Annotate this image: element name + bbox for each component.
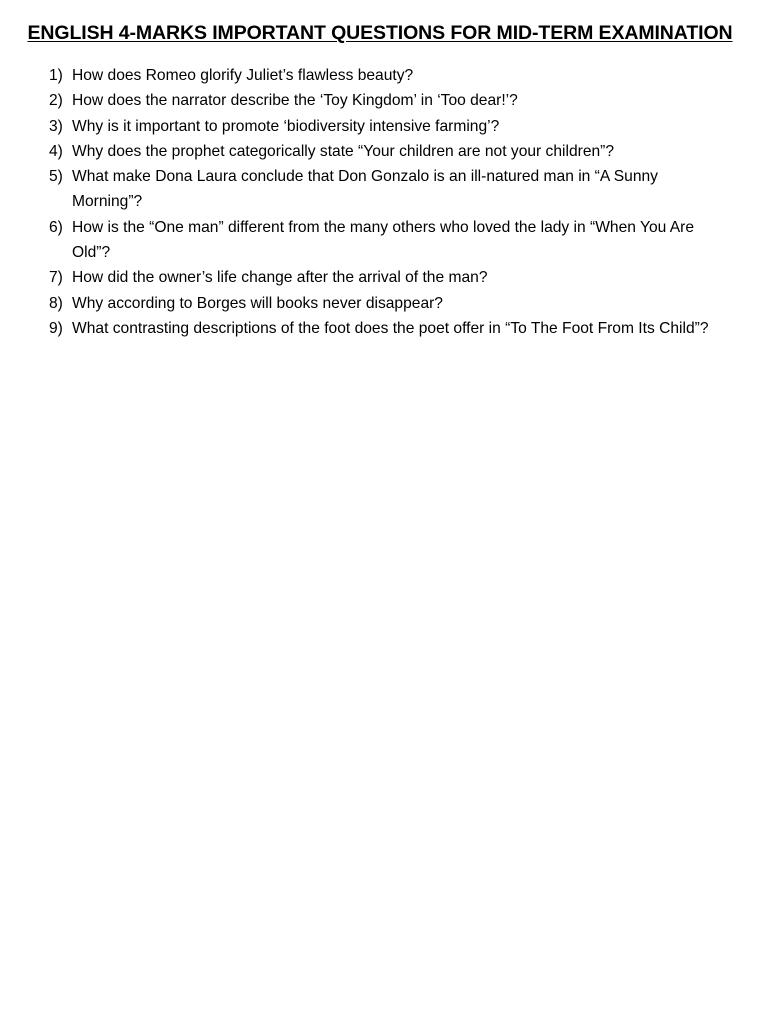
list-item — [0, 164, 760, 215]
question-number: 1) — [49, 67, 63, 84]
question-number: 4) — [49, 142, 63, 160]
list-item — [0, 88, 760, 113]
question-text: How is the “One man” different from the many others who loved the lady in “When You Are Old”? — [72, 218, 695, 262]
question-text: How did the owner’s life change after the arrival of the man? — [72, 269, 488, 287]
question-text: What contrasting descriptions of the foot does the poet offer in “To The Foot From Its Child”? — [72, 319, 709, 337]
question-number: 8) — [49, 294, 63, 312]
question-text: Why according to Borges will books never disappear? — [72, 294, 443, 312]
list-item — [0, 291, 760, 316]
question-number: 3) — [49, 117, 63, 135]
question-number: 5) — [49, 168, 63, 186]
list-item — [0, 114, 760, 139]
question-number: 6) — [49, 218, 63, 236]
question-text: Why is it important to promote ‘biodiversity intensive farming’? — [72, 117, 500, 135]
question-number: 9) — [49, 319, 63, 337]
page-title: ENGLISH 4-MARKS IMPORTANT QUESTIONS FOR MID-TERM EXAMINATION — [27, 22, 733, 44]
question-text: Why does the prophet categorically state “Your children are not your children”? — [72, 142, 615, 160]
list-item — [0, 316, 760, 341]
question-number: 7) — [49, 269, 63, 287]
question-number: 2) — [49, 92, 63, 110]
question-text: How does Romeo glorify Juliet’s flawless beauty? — [72, 67, 414, 84]
list-item — [0, 215, 760, 266]
question-text: How does the narrator describe the ‘Toy Kingdom’ in ‘Too dear!’? — [72, 92, 518, 110]
list-item — [0, 265, 760, 290]
question-list — [0, 63, 760, 341]
list-item — [0, 139, 760, 164]
question-text: What make Dona Laura conclude that Don Gonzalo is an ill-natured man in “A Sunny Morning”? — [72, 168, 658, 211]
list-item — [0, 63, 760, 88]
